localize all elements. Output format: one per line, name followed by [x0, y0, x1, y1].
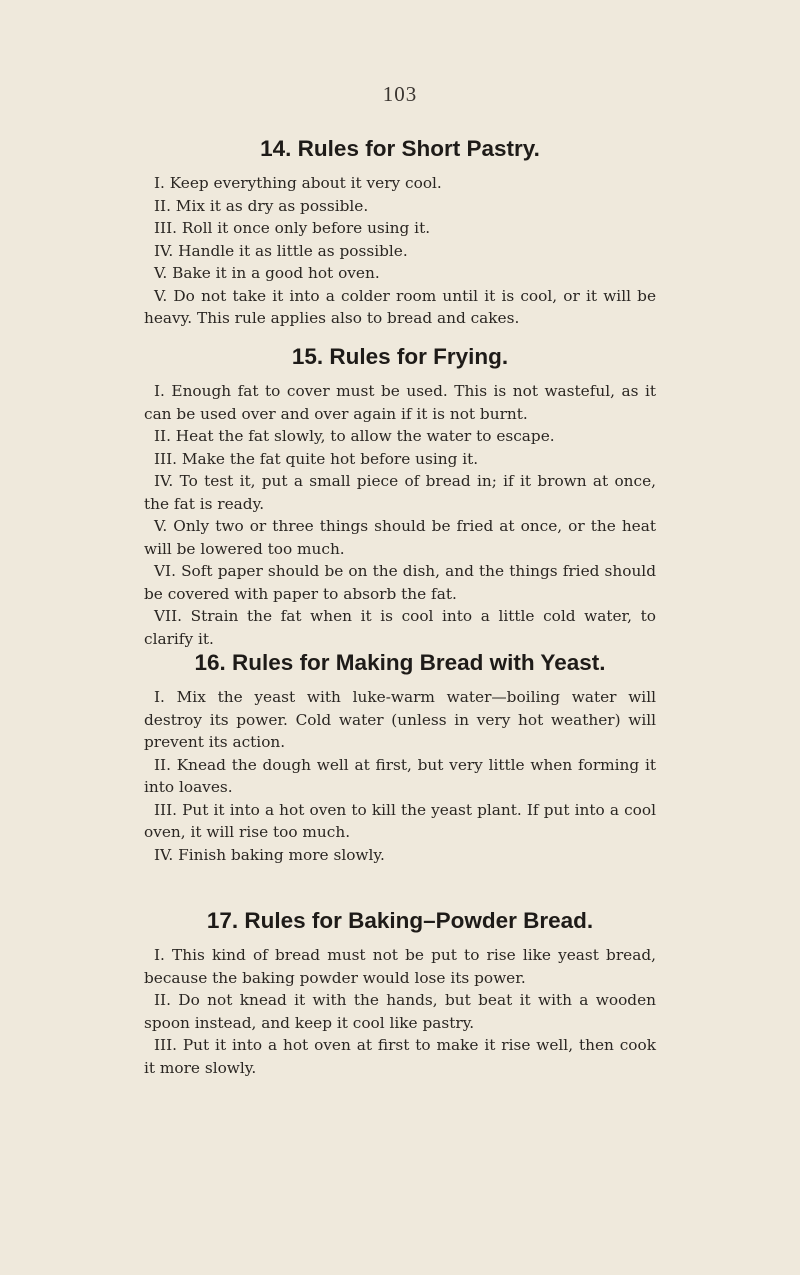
page-number: 103 [382, 82, 418, 106]
rule-item: V. Only two or three things should be fried at once, or the heat will be lowered too much. [144, 517, 656, 558]
rule-item: I. Mix the yeast with luke-warm water—boiling water will destroy its power. Cold water (unless in very hot weather) will prevent its action. [144, 688, 656, 751]
rule-item: VI. Soft paper should be on the dish, and the things fried should be covered with paper to absorb the fat. [144, 562, 656, 603]
rule-item: I. Enough fat to cover must be used. This is not wasteful, as it can be used over and over again if it is not burnt. [144, 382, 656, 423]
section-heading: 15. Rules for Frying. [291, 344, 509, 369]
rule-item: VII. Strain the fat when it is cool into a little cold water, to clarify it. [144, 607, 656, 648]
rule-item: III. Put it into a hot oven to kill the yeast plant. If put into a cool oven, it will rise too much. [144, 800, 656, 841]
rule-item: I. Keep everything about it very cool. [154, 174, 442, 192]
rule-item: III. Roll it once only before using it. [154, 219, 431, 237]
rule-item: IV. Handle it as little as possible. [154, 241, 408, 260]
section-baking-powder-bread [144, 908, 656, 1079]
rule-item: II. Mix it as dry as possible. [154, 196, 369, 215]
rule-item: III. Make the fat quite hot before using it. [154, 449, 479, 468]
rule-item: IV. To test it, put a small piece of bread in; if it brown at once, the fat is ready. [144, 472, 656, 513]
section-heading: 16. Rules for Making Bread with Yeast. [194, 650, 606, 675]
section-frying [144, 344, 656, 650]
section-heading: 17. Rules for Baking–Powder Bread. [206, 908, 594, 933]
section-short-pastry [144, 136, 656, 330]
rule-item: II. Heat the fat slowly, to allow the water to escape. [154, 427, 555, 445]
section-heading: 14. Rules for Short Pastry. [260, 136, 540, 161]
section-yeast-bread [144, 650, 656, 866]
rule-item: IV. Finish baking more slowly. [154, 845, 385, 864]
rule-item: II. Do not knead it with the hands, but beat it with a wooden spoon instead, and keep it cool like pastry. [144, 991, 656, 1032]
rule-item: V. Bake it in a good hot oven. [154, 264, 380, 282]
rule-item: II. Knead the dough well at first, but very little when forming it into loaves. [144, 755, 656, 796]
rule-item: I. This kind of bread must not be put to rise like yeast bread, because the baking powder would lose its power. [144, 946, 656, 987]
rule-item: III. Put it into a hot oven at first to make it rise well, then cook it more slowly. [144, 1036, 656, 1077]
rule-item: V. Do not take it into a colder room until it is cool, or it will be heavy. This rule applies also to bread and cakes. [144, 286, 656, 327]
